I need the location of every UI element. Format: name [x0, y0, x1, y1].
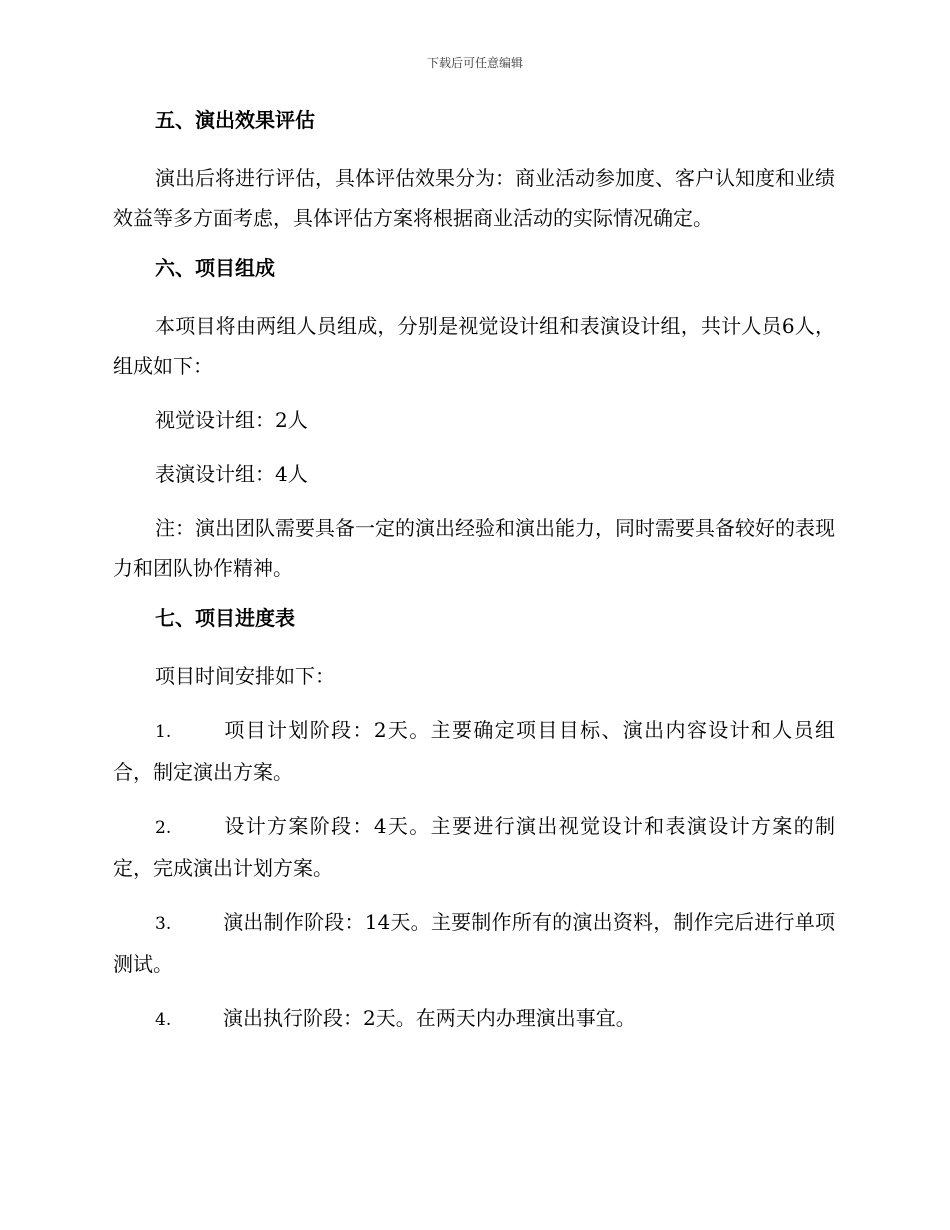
composition-paragraph: 本项目将由两组人员组成，分别是视觉设计组和表演设计组，共计人员6人，组成如下： [113, 314, 835, 378]
visual-team-line: 视觉设计组：2人 [155, 408, 308, 432]
schedule-item-text: 项目计划阶段：2天。主要确定项目目标、演出内容设计和人员组合，制定演出方案。 [113, 718, 835, 784]
schedule-item-text: 演出执行阶段：2天。在两天内办理演出事宜。 [223, 1006, 636, 1030]
schedule-item-number: 3. [155, 914, 172, 934]
schedule-item [113, 902, 835, 984]
evaluation-paragraph: 演出后将进行评估，具体评估效果分为：商业活动参加度、客户认知度和业绩效益等多方面考虑，具体评估方案将根据商业活动的实际情况确定。 [113, 166, 835, 230]
schedule-item [113, 710, 835, 792]
performance-team-line: 表演设计组：4人 [155, 462, 308, 486]
schedule-item-number: 1. [155, 722, 172, 742]
header-note: 下载后可任意编辑 [426, 56, 523, 70]
schedule-item-text: 演出制作阶段：14天。主要制作所有的演出资料，制作完后进行单项测试。 [113, 910, 835, 976]
section-title-schedule: 七、项目进度表 [155, 606, 295, 630]
schedule-item-number: 4. [155, 1010, 172, 1030]
section-title-evaluation: 五、演出效果评估 [155, 108, 315, 132]
schedule-item-number: 2. [155, 818, 172, 838]
document-body [113, 104, 835, 1054]
schedule-item [113, 806, 835, 888]
team-note-paragraph: 注：演出团队需要具备一定的演出经验和演出能力，同时需要具备较好的表现力和团队协作精神。 [113, 516, 835, 580]
schedule-item [113, 998, 835, 1040]
section-title-composition: 六、项目组成 [155, 256, 275, 280]
schedule-item-text: 设计方案阶段：4天。主要进行演出视觉设计和表演设计方案的制定，完成演出计划方案。 [113, 814, 835, 880]
schedule-intro: 项目时间安排如下： [155, 664, 335, 688]
